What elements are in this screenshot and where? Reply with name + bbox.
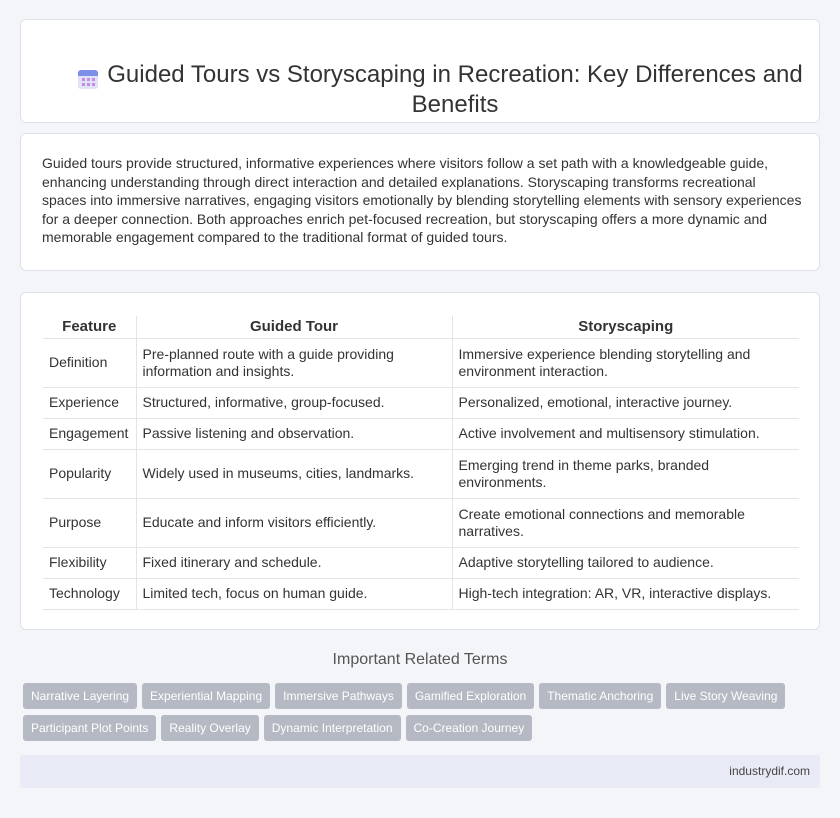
- term-tag[interactable]: Immersive Pathways: [275, 683, 402, 709]
- term-tag[interactable]: Thematic Anchoring: [539, 683, 661, 709]
- term-tag[interactable]: Participant Plot Points: [23, 715, 156, 741]
- related-terms-row-2: [23, 715, 823, 741]
- table-row: [43, 498, 799, 547]
- page-title: Guided Tours vs Storyscaping in Recreation: Key Differences and Benefits: [107, 61, 803, 118]
- comparison-table: [43, 316, 799, 610]
- calendar-icon: [76, 67, 100, 91]
- feature-cell: Popularity: [43, 449, 136, 498]
- feature-cell: Experience: [43, 387, 136, 418]
- term-tag[interactable]: Narrative Layering: [23, 683, 137, 709]
- guided-cell: Limited tech, focus on human guide.: [136, 578, 452, 609]
- guided-cell: Widely used in museums, cities, landmarks.: [136, 449, 452, 498]
- footer-site-link[interactable]: industrydif.com: [729, 764, 810, 778]
- guided-cell: Educate and inform visitors efficiently.: [136, 498, 452, 547]
- header-feature: Feature: [43, 316, 136, 338]
- feature-cell: Engagement: [43, 418, 136, 449]
- term-tag[interactable]: Reality Overlay: [161, 715, 258, 741]
- story-cell: Personalized, emotional, interactive journey.: [452, 387, 799, 418]
- term-tag[interactable]: Gamified Exploration: [407, 683, 534, 709]
- story-cell: Immersive experience blending storytelling and environment interaction.: [452, 338, 799, 387]
- feature-cell: Purpose: [43, 498, 136, 547]
- story-cell: Active involvement and multisensory stimulation.: [452, 418, 799, 449]
- story-cell: Adaptive storytelling tailored to audience.: [452, 547, 799, 578]
- comparison-card: [20, 292, 820, 630]
- table-row: [43, 338, 799, 387]
- term-tag[interactable]: Co-Creation Journey: [406, 715, 533, 741]
- table-row: [43, 418, 799, 449]
- guided-cell: Passive listening and observation.: [136, 418, 452, 449]
- term-tag[interactable]: Experiential Mapping: [142, 683, 270, 709]
- guided-cell: Fixed itinerary and schedule.: [136, 547, 452, 578]
- title-card: [20, 19, 820, 123]
- feature-cell: Definition: [43, 338, 136, 387]
- feature-cell: Technology: [43, 578, 136, 609]
- term-tag[interactable]: Dynamic Interpretation: [264, 715, 401, 741]
- table-row: [43, 449, 799, 498]
- table-row: [43, 578, 799, 609]
- story-cell: Create emotional connections and memorable narratives.: [452, 498, 799, 547]
- header-guided-tour: Guided Tour: [136, 316, 452, 338]
- intro-paragraph: Guided tours provide structured, informative experiences where visitors follow a set path with a knowledgeable guide, enhancing understanding through direct interaction and detailed explanations. Storyscaping transforms recreational spaces into immersive narratives, engaging visitors emotionally by blending storytelling elements with sensory experiences for a deeper connection. Both approaches enrich pet-focused recreation, but storyscaping offers a more dynamic and memorable engagement compared to the traditional format of guided tours.: [42, 155, 802, 245]
- term-tag[interactable]: Live Story Weaving: [666, 683, 785, 709]
- story-cell: High-tech integration: AR, VR, interactive displays.: [452, 578, 799, 609]
- table-header-row: [43, 316, 799, 338]
- guided-cell: Pre-planned route with a guide providing information and insights.: [136, 338, 452, 387]
- table-row: [43, 547, 799, 578]
- footer: [20, 755, 820, 788]
- related-terms-title: Important Related Terms: [332, 651, 508, 668]
- header-storyscaping: Storyscaping: [452, 316, 799, 338]
- guided-cell: Structured, informative, group-focused.: [136, 387, 452, 418]
- feature-cell: Flexibility: [43, 547, 136, 578]
- intro-card: [20, 133, 820, 271]
- story-cell: Emerging trend in theme parks, branded environments.: [452, 449, 799, 498]
- table-row: [43, 387, 799, 418]
- related-terms-row-1: [23, 683, 823, 709]
